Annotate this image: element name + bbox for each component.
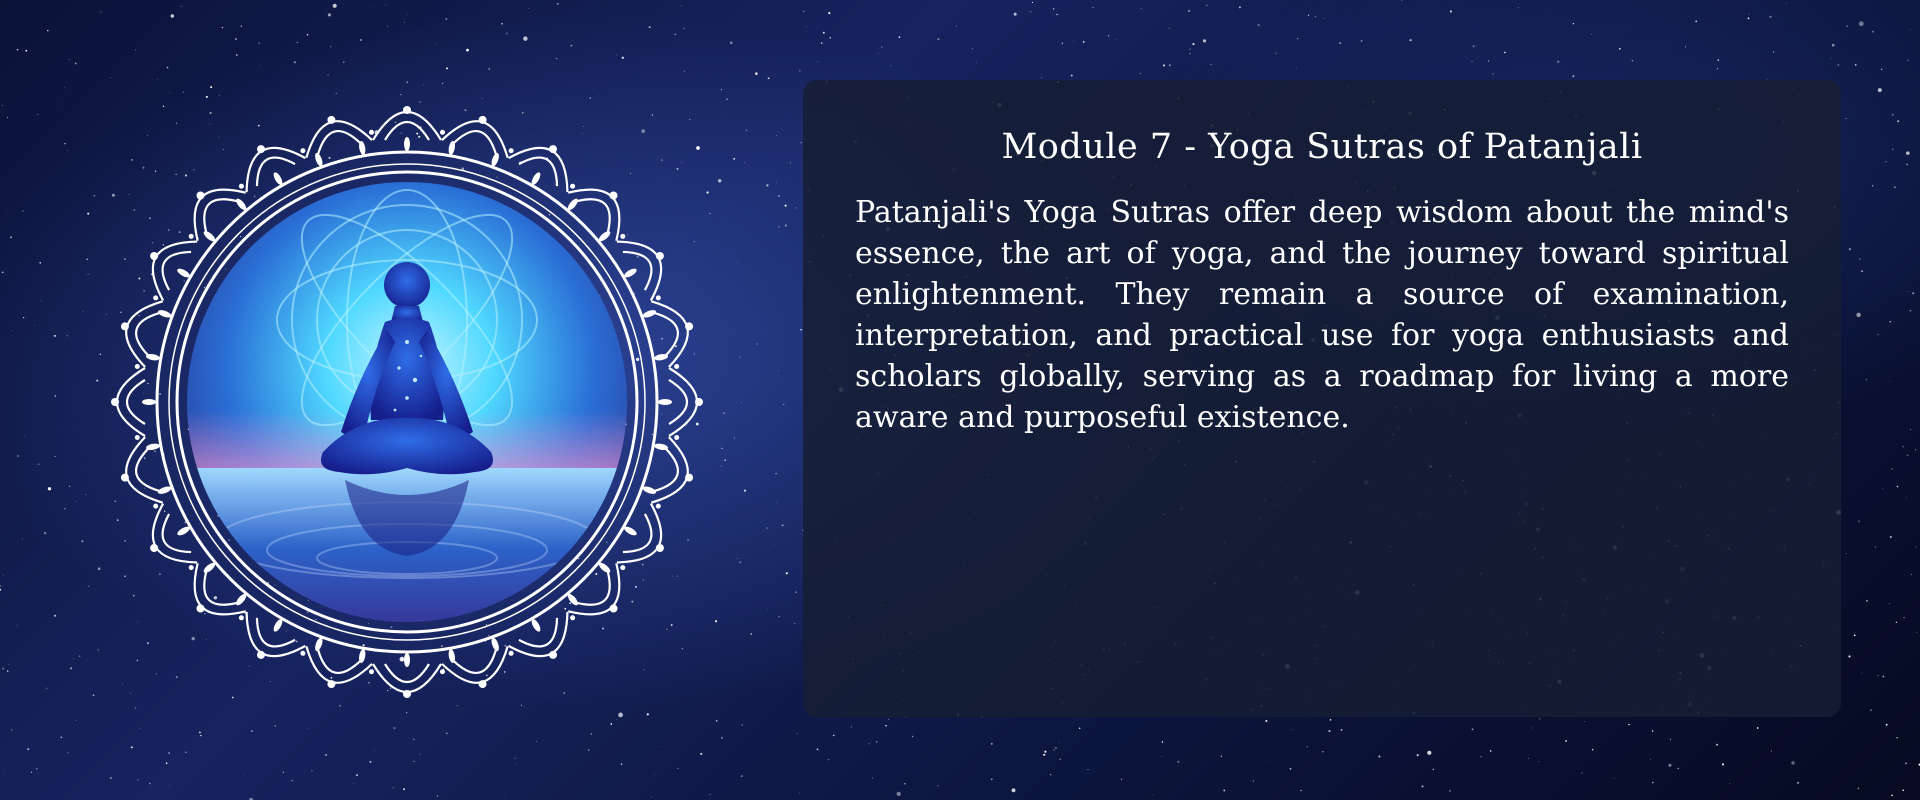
meditation-illustration <box>95 80 720 720</box>
meditation-mandala-icon <box>95 80 720 720</box>
module-info-panel <box>803 80 1841 717</box>
module-title: Module 7 - Yoga Sutras of Patanjali <box>1001 127 1643 167</box>
module-description: Patanjali's Yoga Sutras offer deep wisdom about the mind's essence, the art of yoga, and the journey toward spiritual enlightenment. They remain a source of examination, interpretation, and practical use for yoga enthusiasts and scholars globally, serving as a roadmap for living a more aware and purposeful existence. <box>855 195 1789 435</box>
